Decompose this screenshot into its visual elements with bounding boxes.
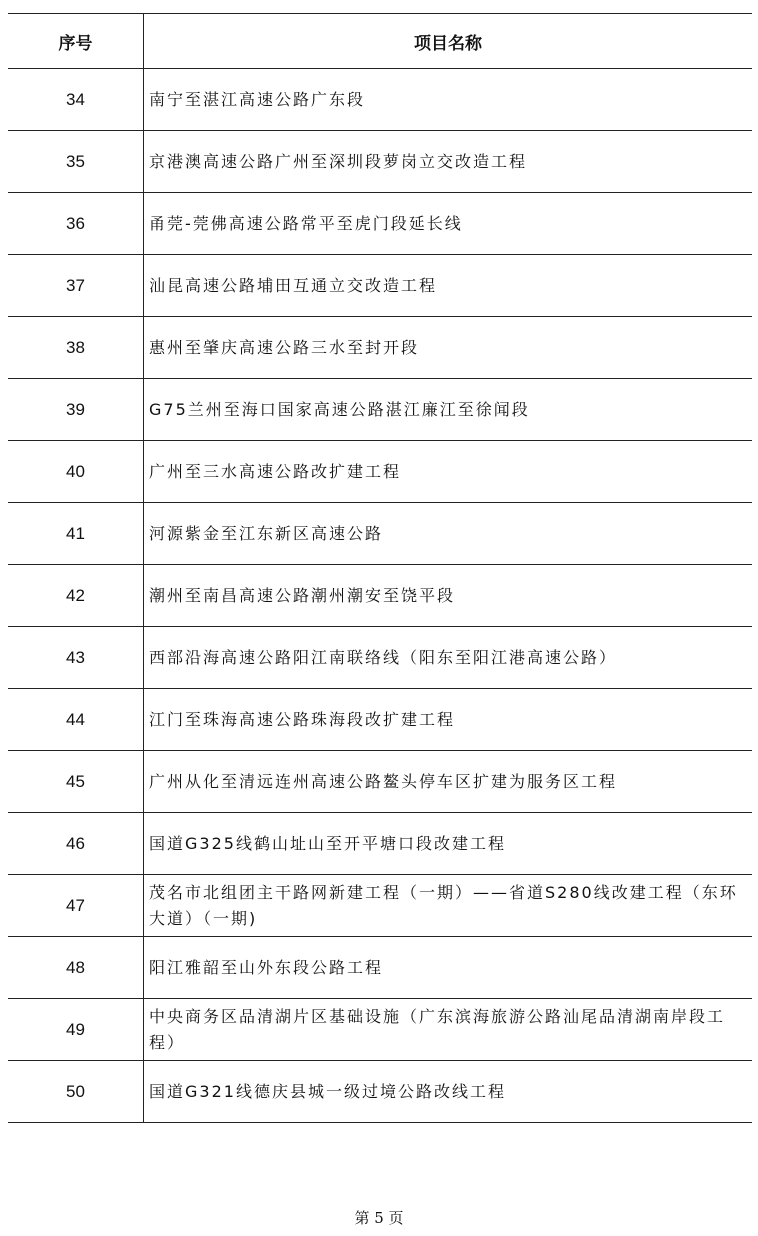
table-row xyxy=(8,441,752,503)
row-number: 42 xyxy=(8,565,144,627)
row-project-name: 汕昆高速公路埔田互通立交改造工程 xyxy=(144,255,753,317)
row-project-name: 国道G325线鹤山址山至开平塘口段改建工程 xyxy=(144,813,753,875)
row-project-name: 广州至三水高速公路改扩建工程 xyxy=(144,441,753,503)
row-project-name: 西部沿海高速公路阳江南联络线（阳东至阳江港高速公路） xyxy=(144,627,753,689)
row-project-name: 江门至珠海高速公路珠海段改扩建工程 xyxy=(144,689,753,751)
row-number: 47 xyxy=(8,875,144,937)
table-row xyxy=(8,565,752,627)
table-row xyxy=(8,131,752,193)
row-number: 49 xyxy=(8,999,144,1061)
row-number: 35 xyxy=(8,131,144,193)
table-row xyxy=(8,503,752,565)
table-row xyxy=(8,379,752,441)
row-project-name: 广州从化至清远连州高速公路鳌头停车区扩建为服务区工程 xyxy=(144,751,753,813)
row-number: 38 xyxy=(8,317,144,379)
row-project-name: G75兰州至海口国家高速公路湛江廉江至徐闻段 xyxy=(144,379,753,441)
header-project-name: 项目名称 xyxy=(144,14,753,69)
row-number: 44 xyxy=(8,689,144,751)
table-row xyxy=(8,689,752,751)
row-number: 46 xyxy=(8,813,144,875)
row-number: 50 xyxy=(8,1061,144,1123)
table-row xyxy=(8,255,752,317)
row-number: 40 xyxy=(8,441,144,503)
row-project-name: 茂名市北组团主干路网新建工程（一期）——省道S280线改建工程（东环大道）（一期) xyxy=(144,875,753,937)
row-project-name: 中央商务区品清湖片区基础设施（广东滨海旅游公路汕尾品清湖南岸段工程） xyxy=(144,999,753,1061)
row-project-name: 潮州至南昌高速公路潮州潮安至饶平段 xyxy=(144,565,753,627)
row-number: 39 xyxy=(8,379,144,441)
table-row xyxy=(8,193,752,255)
row-number: 41 xyxy=(8,503,144,565)
row-number: 43 xyxy=(8,627,144,689)
row-number: 45 xyxy=(8,751,144,813)
row-project-name: 惠州至肇庆高速公路三水至封开段 xyxy=(144,317,753,379)
table-row xyxy=(8,937,752,999)
table-row xyxy=(8,999,752,1061)
row-project-name: 京港澳高速公路广州至深圳段萝岗立交改造工程 xyxy=(144,131,753,193)
row-project-name: 河源紫金至江东新区高速公路 xyxy=(144,503,753,565)
row-project-name: 甬莞-莞佛高速公路常平至虎门段延长线 xyxy=(144,193,753,255)
table-row xyxy=(8,751,752,813)
table-row xyxy=(8,813,752,875)
row-number: 48 xyxy=(8,937,144,999)
table-row xyxy=(8,1061,752,1123)
table-row xyxy=(8,627,752,689)
table-header-row xyxy=(8,14,752,69)
header-serial-number: 序号 xyxy=(8,14,144,69)
table-row xyxy=(8,69,752,131)
row-project-name: 国道G321线德庆县城一级过境公路改线工程 xyxy=(144,1061,753,1123)
table-row xyxy=(8,875,752,937)
row-number: 37 xyxy=(8,255,144,317)
table-row xyxy=(8,317,752,379)
row-number: 36 xyxy=(8,193,144,255)
row-project-name: 南宁至湛江高速公路广东段 xyxy=(144,69,753,131)
page-number: 第 5 页 xyxy=(354,1209,404,1227)
row-project-name: 阳江雅韶至山外东段公路工程 xyxy=(144,937,753,999)
project-table xyxy=(8,13,752,1123)
row-number: 34 xyxy=(8,69,144,131)
